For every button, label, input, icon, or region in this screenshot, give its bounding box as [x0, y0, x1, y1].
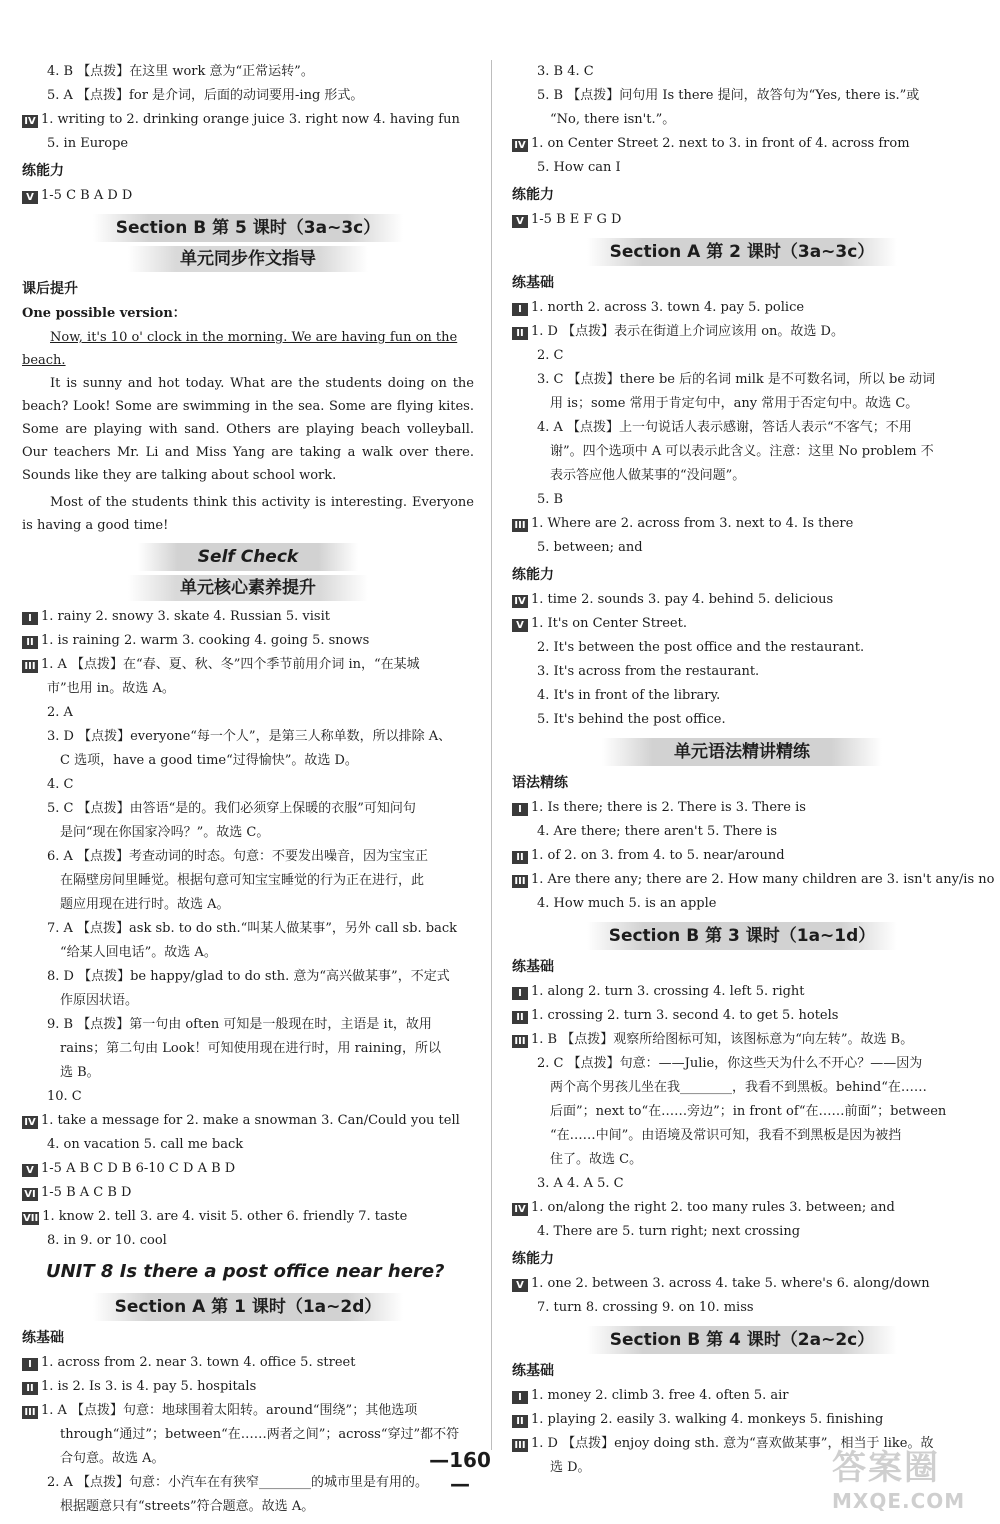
- subheading: 练基础: [512, 275, 554, 291]
- section-heading: Section A 第 2 课时（3a~3c）: [587, 238, 897, 266]
- answer-line: 合句意。故选 A。: [60, 1451, 165, 1466]
- answer-line: 5. in Europe: [47, 136, 129, 151]
- essay-paragraph: It is sunny and hot today. What are the students doing on the beach? Look! Some are swimming in the sea. Some are flying kites. Some are playing with sand. Others are playing beach volleyball. Our teachers Mr. Li and Miss Yang are taking a walk over there. Sounds like they are talking about school work.: [22, 376, 474, 483]
- answer-line: 1. one 2. between 3. across 4. take 5. where's 6. along/down: [531, 1276, 930, 1291]
- answer-line: 1. of 2. on 3. from 4. to 5. near/around: [531, 848, 785, 863]
- roman-badge: I: [22, 612, 38, 625]
- answer-line: 4. B 【点拨】在这里 work 意为“正常运转”。: [47, 64, 314, 79]
- answer-line: 作原因状语。: [60, 993, 139, 1008]
- roman-badge: II: [22, 636, 38, 649]
- roman-badge: II: [512, 1011, 528, 1024]
- roman-badge: I: [22, 1358, 38, 1371]
- roman-badge: IV: [22, 115, 38, 128]
- answer-line: 1. It's on Center Street.: [531, 616, 687, 631]
- answer-line: 5. C 【点拨】由答语“是的。我们必须穿上保暖的衣服”可知问句: [47, 801, 416, 816]
- answer-line: 题应用现在进行时。故选 A。: [60, 897, 230, 912]
- answer-line: 在隔壁房间里睡觉。根据句意可知宝宝睡觉的行为正在进行，此: [60, 873, 425, 888]
- answer-line: 8. D 【点拨】be happy/glad to do sth. 意为“高兴做某事”，不定式: [47, 969, 450, 984]
- answer-line: 1. A 【点拨】句意：地球围着太阳转。around“围绕”；其他选项: [41, 1403, 418, 1418]
- answer-line: C 选项，have a good time“过得愉快”。故选 D。: [60, 753, 358, 768]
- right-column: [512, 60, 995, 1480]
- answer-line: rains；第二句由 Look！可知使用现在进行时，用 raining，所以: [60, 1041, 441, 1056]
- answer-line: 1-5 B A C B D: [41, 1185, 132, 1200]
- answer-line: 1. playing 2. easily 3. walking 4. monkeys 5. finishing: [531, 1412, 884, 1427]
- answer-line: 1. D 【点拨】表示在街道上介词应该用 on。故选 D。: [531, 324, 844, 339]
- answer-line: 1. along 2. turn 3. crossing 4. left 5. right: [531, 984, 805, 999]
- answer-line: 市”也用 in。故选 A。: [47, 681, 175, 696]
- answer-line: 7. turn 8. crossing 9. on 10. miss: [537, 1300, 754, 1315]
- subheading: 练基础: [512, 959, 554, 975]
- roman-badge: III: [22, 1406, 38, 1419]
- section-heading: Section B 第 5 课时（3a~3c）: [93, 214, 403, 242]
- version-label: One possible version：: [22, 306, 186, 321]
- answer-line: 是问“现在你国家冷吗？”。故选 C。: [60, 825, 270, 840]
- answer-line: 2. A: [47, 705, 73, 720]
- subheading: 练能力: [22, 163, 64, 179]
- answer-line: 2. C: [537, 348, 564, 363]
- answer-line: 1. Is there; there is 2. There is 3. There is: [531, 800, 806, 815]
- roman-badge: III: [512, 1035, 528, 1048]
- roman-badge: II: [512, 1415, 528, 1428]
- answer-line: 2. It's between the post office and the restaurant.: [537, 640, 865, 655]
- roman-badge: IV: [22, 1116, 38, 1129]
- roman-badge: III: [22, 660, 38, 673]
- section-heading: Section A 第 1 课时（1a~2d）: [93, 1293, 403, 1321]
- roman-badge: I: [512, 803, 528, 816]
- answer-line: 5. It's behind the post office.: [537, 712, 726, 727]
- answer-line: 4. How much 5. is an apple: [537, 896, 717, 911]
- answer-line: 4. on vacation 5. call me back: [47, 1137, 244, 1152]
- answer-line: 3. It's across from the restaurant.: [537, 664, 760, 679]
- answer-line: 5. between; and: [537, 540, 643, 555]
- roman-badge: V: [22, 191, 38, 204]
- answer-line: 1-5 A B C D B 6-10 C D A B D: [41, 1161, 236, 1176]
- section-subheading: 单元同步作文指导: [128, 246, 368, 272]
- roman-badge: VI: [22, 1188, 38, 1201]
- roman-badge: I: [512, 1391, 528, 1404]
- answer-line: 4. A 【点拨】上一句说话人表示感谢，答话人表示“不客气；不用: [537, 420, 912, 435]
- section-heading: 单元语法精讲精练: [602, 738, 882, 766]
- essay-paragraph: Now, it's 10 o' clock in the morning. We are having fun on the beach.: [22, 330, 458, 368]
- answer-line: 1. across from 2. near 3. town 4. office 5. street: [41, 1355, 356, 1370]
- answer-line: 5. A 【点拨】for 是介词，后面的动词要用-ing 形式。: [47, 88, 364, 103]
- roman-badge: III: [512, 1439, 528, 1452]
- answer-line: 5. B 【点拨】问句用 Is there 提问，故答句为“Yes, there is.”或: [537, 88, 920, 103]
- answer-line: 用 is；some 常用于肯定句中，any 常用于否定句中。故选 C。: [550, 396, 919, 411]
- answer-line: 谢”。四个选项中 A 可以表示此含义。注意：这里 No problem 不: [550, 444, 934, 459]
- answer-line: 2. C 【点拨】句意：——Julie，你这些天为什么不开心？——因为: [537, 1056, 923, 1071]
- answer-line: 1-5 B E F G D: [531, 212, 622, 227]
- answer-line: 2. A 【点拨】句意：小汽车在有狭窄________的城市里是有用的。: [47, 1475, 429, 1490]
- answer-line: 3. A 4. A 5. C: [537, 1176, 624, 1191]
- roman-badge: IV: [512, 139, 528, 152]
- answer-line: 1. is 2. Is 3. is 4. pay 5. hospitals: [41, 1379, 257, 1394]
- roman-badge: I: [512, 303, 528, 316]
- answer-line: 两个高个男孩儿坐在我________，我看不到黑板。behind“在……: [550, 1080, 927, 1095]
- roman-badge: VII: [23, 1213, 39, 1224]
- roman-badge: II: [512, 327, 528, 340]
- answer-line: 3. D 【点拨】everyone“每一个人”，是第三人称单数，所以排除 A、: [47, 729, 452, 744]
- answer-line: 3. B 4. C: [537, 64, 594, 79]
- roman-badge: IV: [512, 1203, 528, 1216]
- answer-line: 1. money 2. climb 3. free 4. often 5. air: [531, 1388, 789, 1403]
- answer-line: 10. C: [47, 1089, 82, 1104]
- roman-badge: II: [22, 1382, 38, 1395]
- subheading: 练能力: [512, 1251, 554, 1267]
- answer-line: 1. rainy 2. snowy 3. skate 4. Russian 5. visit: [41, 609, 330, 624]
- answer-line: 4. There are 5. turn right; next crossing: [537, 1224, 801, 1239]
- answer-line: 1. is raining 2. warm 3. cooking 4. going 5. snows: [41, 633, 370, 648]
- essay-paragraph: Most of the students think this activity is interesting. Everyone is having a good time!: [22, 495, 474, 533]
- answer-line: 根据题意只有“streets”符合题意。故选 A。: [60, 1499, 315, 1514]
- subheading: 练基础: [512, 1363, 554, 1379]
- answer-line: 7. A 【点拨】ask sb. to do sth.“叫某人做某事”，另外 call sb. back: [47, 921, 458, 936]
- answer-line: 1. Are there any; there are 2. How many children are 3. isn't any/is no: [531, 872, 995, 887]
- section-heading: Section B 第 4 课时（2a~2c）: [587, 1326, 897, 1354]
- answer-line: through“通过”；between“在……两者之间”；across“穿过”都不符: [60, 1427, 460, 1442]
- answer-line: 1. D 【点拨】enjoy doing sth. 意为“喜欢做某事”，相当于 like。故: [531, 1436, 934, 1451]
- left-column: [22, 60, 474, 1519]
- answer-line: 1. north 2. across 3. town 4. pay 5. police: [531, 300, 805, 315]
- answer-line: 1. on Center Street 2. next to 3. in front of 4. across from: [531, 136, 910, 151]
- answer-line: 1. A 【点拨】在“春、夏、秋、冬”四个季节前用介词 in，“在某城: [41, 657, 420, 672]
- section-heading: Section B 第 3 课时（1a~1d）: [587, 922, 897, 950]
- watermark-logo: [832, 1440, 982, 1513]
- page-number: —160—: [429, 1448, 491, 1496]
- roman-badge: V: [22, 1164, 38, 1177]
- unit-title: UNIT 8 Is there a post office near here?: [46, 1261, 445, 1282]
- roman-badge: I: [512, 987, 528, 1000]
- answer-line: 8. in 9. or 10. cool: [47, 1233, 167, 1248]
- answer-line: 4. Are there; there aren't 5. There is: [537, 824, 778, 839]
- answer-line: 1-5 C B A D D: [41, 188, 133, 203]
- answer-line: 后面”；next to“在……旁边”；in front of“在……前面”；between: [550, 1104, 947, 1119]
- answer-line: 9. B 【点拨】第一句由 often 可知是一般现在时，主语是 it，故用: [47, 1017, 432, 1032]
- watermark-url: MXQE.COM: [832, 1489, 966, 1513]
- subheading: 语法精练: [512, 775, 568, 791]
- roman-badge: IV: [512, 595, 528, 608]
- roman-badge: V: [512, 215, 528, 228]
- answer-line: “在……中间”。由语境及常识可知，我看不到黑板是因为被挡: [550, 1128, 902, 1143]
- answer-line: “No, there isn't.”。: [550, 112, 676, 127]
- answer-line: 1. Where are 2. across from 3. next to 4. Is there: [531, 516, 854, 531]
- section-subheading: 单元核心素养提升: [128, 575, 368, 601]
- subheading: 练能力: [512, 187, 554, 203]
- watermark-text: 答案圈: [832, 1448, 940, 1488]
- answer-line: 选 B。: [60, 1065, 100, 1080]
- answer-line: “给某人回电话”。故选 A。: [60, 945, 217, 960]
- subheading: 练基础: [22, 1330, 64, 1346]
- roman-badge: V: [512, 1279, 528, 1292]
- answer-line: 4. It's in front of the library.: [537, 688, 721, 703]
- roman-badge: III: [512, 519, 528, 532]
- subheading: 课后提升: [22, 281, 78, 297]
- answer-line: 1. crossing 2. turn 3. second 4. to get 5. hotels: [531, 1008, 839, 1023]
- answer-line: 1. on/along the right 2. too many rules 3. between; and: [531, 1200, 895, 1215]
- self-check-heading: Self Check: [138, 543, 358, 571]
- answer-line: 1. know 2. tell 3. are 4. visit 5. other 6. friendly 7. taste: [42, 1209, 408, 1224]
- subheading: 练能力: [512, 567, 554, 583]
- answer-line: 1. B 【点拨】观察所给图标可知，该图标意为“向左转”。故选 B。: [531, 1032, 914, 1047]
- roman-badge: V: [512, 619, 528, 632]
- answer-line: 3. C 【点拨】there be 后的名词 milk 是不可数名词，所以 be 动词: [537, 372, 936, 387]
- answer-line: 6. A 【点拨】考查动词的时态。句意：不要发出噪音，因为宝宝正: [47, 849, 429, 864]
- roman-badge: III: [512, 875, 528, 888]
- column-divider: [491, 60, 492, 1450]
- answer-line: 选 D。: [550, 1460, 591, 1475]
- answer-line: 住了。故选 C。: [550, 1152, 643, 1167]
- roman-badge: II: [512, 851, 528, 864]
- answer-line: 4. C: [47, 777, 74, 792]
- answer-line: 1. time 2. sounds 3. pay 4. behind 5. delicious: [531, 592, 834, 607]
- answer-line: 1. writing to 2. drinking orange juice 3. right now 4. having fun: [41, 112, 460, 127]
- answer-line: 5. How can I: [537, 160, 621, 175]
- answer-line: 表示答应他人做某事的“没问题”。: [550, 468, 746, 483]
- answer-line: 1. take a message for 2. make a snowman 3. Can/Could you tell: [41, 1113, 460, 1128]
- answer-line: 5. B: [537, 492, 564, 507]
